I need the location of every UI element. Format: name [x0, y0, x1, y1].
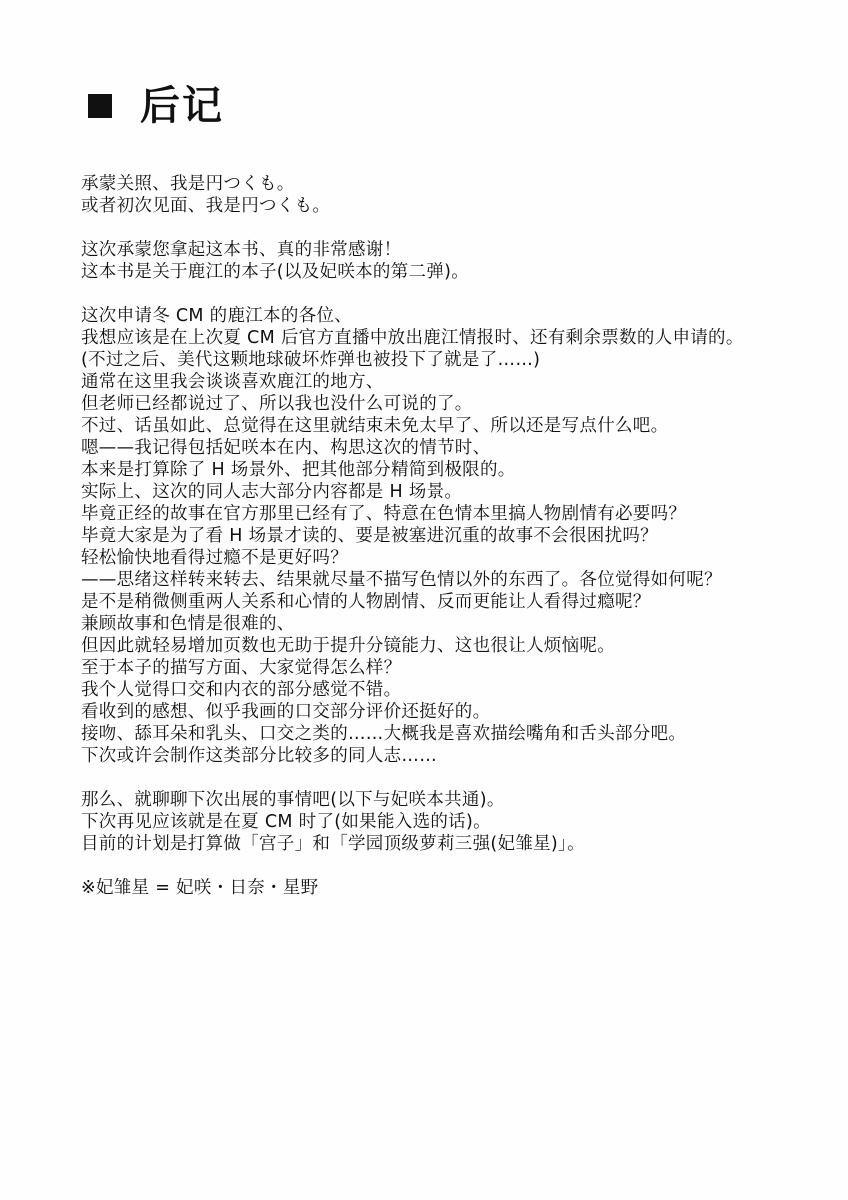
text-line: 我想应该是在上次夏 CM 后官方直播中放出鹿江情报时、还有剩余票数的人申请的。 — [81, 328, 744, 348]
text-line: 看收到的感想、似乎我画的口交部分评价还挺好的。 — [81, 702, 491, 722]
text-line: 或者初次见面、我是円つくも。 — [81, 196, 331, 216]
afterword-body — [81, 173, 821, 921]
text-line: 这次承蒙您拿起这本书、真的非常感谢！ — [81, 240, 402, 260]
text-line: 是不是稍微侧重两人关系和心情的人物剧情、反而更能让人看得过瘾呢？ — [81, 592, 651, 612]
text-line: 不过、话虽如此、总觉得在这里就结束未免太早了、所以还是写点什么吧。 — [81, 416, 669, 436]
text-line: 轻松愉快地看得过瘾不是更好吗？ — [81, 548, 348, 568]
paragraph — [81, 173, 821, 217]
text-line: 这本书是关于鹿江的本子(以及妃咲本的第二弹)。 — [81, 262, 470, 282]
text-line: 通常在这里我会谈谈喜欢鹿江的地方、 — [81, 372, 384, 392]
text-line: 但老师已经都说过了、所以我也没什么可说的了。 — [81, 394, 473, 414]
text-line: 这次申请冬 CM 的鹿江本的各位、 — [81, 306, 353, 326]
page-title: 后记 — [140, 83, 224, 129]
square-bullet-icon — [88, 94, 112, 118]
text-line: 嗯——我记得包括妃咲本在内、构思这次的情节时、 — [81, 438, 491, 458]
section-heading — [88, 83, 224, 129]
paragraph — [81, 877, 821, 899]
text-line: 下次或许会制作这类部分比较多的同人志…… — [81, 746, 437, 766]
paragraph — [81, 305, 821, 767]
text-line: 实际上、这次的同人志大部分内容都是 H 场景。 — [81, 482, 463, 502]
text-line: 毕竟正经的故事在官方那里已经有了、特意在色情本里搞人物剧情有必要吗？ — [81, 504, 687, 524]
text-line: 至于本子的描写方面、大家觉得怎么样？ — [81, 658, 402, 678]
text-line: 本来是打算除了 H 场景外、把其他部分精简到极限的。 — [81, 460, 516, 480]
text-line: 那么、就聊聊下次出展的事情吧(以下与妃咲本共通)。 — [81, 790, 505, 810]
text-line: (不过之后、美代这颗地球破坏炸弹也被投下了就是了……) — [81, 350, 541, 370]
paragraph — [81, 239, 821, 283]
text-line: 接吻、舔耳朵和乳头、口交之类的……大概我是喜欢描绘嘴角和舌头部分吧。 — [81, 724, 687, 744]
text-line: 我个人觉得口交和内衣的部分感觉不错。 — [81, 680, 402, 700]
text-line: 承蒙关照、我是円つくも。 — [81, 174, 295, 194]
text-line: 目前的计划是打算做「宫子」和「学园顶级萝莉三强(妃雏星)」。 — [81, 834, 585, 854]
text-line: ——思绪这样转来转去、结果就尽量不描写色情以外的东西了。各位觉得如何呢？ — [81, 570, 722, 590]
text-line: 但因此就轻易增加页数也无助于提升分镜能力、这也很让人烦恼呢。 — [81, 636, 615, 656]
text-line: 毕竟大家是为了看 H 场景才读的、要是被塞进沉重的故事不会很困扰吗？ — [81, 526, 658, 546]
text-line: ※妃雏星 = 妃咲・日奈・星野 — [81, 878, 319, 898]
paragraph — [81, 789, 821, 855]
text-line: 下次再见应该就是在夏 CM 时了(如果能入选的话)。 — [81, 812, 491, 832]
text-line: 兼顾故事和色情是很难的、 — [81, 614, 295, 634]
